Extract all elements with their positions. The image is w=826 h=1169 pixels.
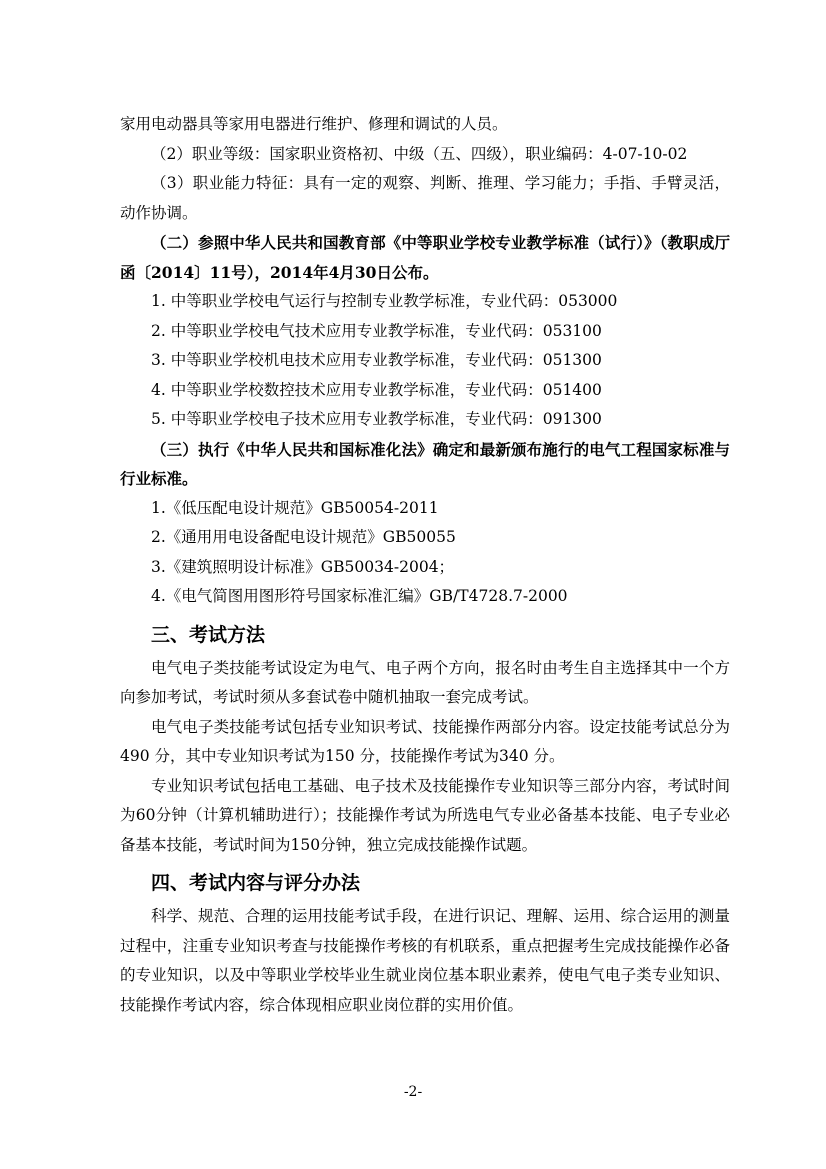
- exam-method-paragraph: 专业知识考试包括电工基础、电子技术及技能操作专业知识等三部分内容，考试时间为60分钟（计算机辅助进行）；技能操作考试为所选电气专业必备基本技能、电子专业必备基本技能，考试时间为150分钟，独立完成技能操作试题。: [120, 776, 730, 854]
- vocational-grade: （2）职业等级：国家职业资格初、中级（五、四级），职业编码：4-07-10-02: [151, 144, 688, 163]
- exam-content-paragraph: 科学、规范、合理的运用技能考试手段，在进行识记、理解、运用、综合运用的测量过程中，注重专业知识考查与技能操作考核的有机联系，重点把握考生完成技能操作必备的专业知识，以及中等职业学校毕业生就业岗位基本职业素养，使电气电子类专业知识、技能操作考试内容，综合体现相应职业岗位群的实用价值。: [120, 907, 730, 1014]
- national-standards-list: [120, 494, 730, 612]
- exam-method-heading: 三、考试方法: [151, 623, 266, 646]
- page-number: -2-: [403, 1084, 423, 1100]
- exam-content-heading: 四、考试内容与评分办法: [151, 872, 361, 894]
- vocational-ability: （3）职业能力特征：具有一定的观察、判断、推理、学习能力；手指、手臂灵活，动作协调。: [120, 174, 730, 222]
- section-heading-3: （三）执行《中华人民共和国标准化法》确定和最新颁布施行的电气工程国家标准与行业标准。: [120, 439, 730, 488]
- list-item: 3.《建筑照明设计标准》GB50034-2004；: [151, 557, 455, 576]
- list-item: 4.《电气简图用图形符号国家标准汇编》GB/T4728.7-2000: [151, 587, 568, 605]
- exam-method-paragraph: 电气电子类技能考试设定为电气、电子两个方向，报名时由考生自主选择其中一个方向参加考试，考试时须从多套试卷中随机抽取一套完成考试。: [120, 658, 730, 706]
- list-item: 1.《低压配电设计规范》GB50054-2011: [151, 498, 439, 517]
- list-item: 3. 中等职业学校机电技术应用专业教学标准，专业代码：051300: [151, 351, 602, 369]
- list-item: 2.《通用用电设备配电设计规范》GB50055: [151, 528, 456, 546]
- continuation-text: 家用电动器具等家用电器进行维护、修理和调试的人员。: [120, 115, 508, 133]
- exam-method-paragraph: 电气电子类技能考试包括专业知识考试、技能操作两部分内容。设定技能考试总分为490 分，其中专业知识考试为150 分，技能操作考试为340 分。: [120, 717, 730, 765]
- list-item: 5. 中等职业学校电子技术应用专业教学标准，专业代码：091300: [151, 410, 602, 428]
- list-item: 2. 中等职业学校电气技术应用专业教学标准，专业代码：053100: [151, 321, 602, 340]
- teaching-standards-list: [120, 287, 730, 435]
- list-item: 4. 中等职业学校数控技术应用专业教学标准，专业代码：051400: [151, 380, 602, 399]
- section-heading-2: （二）参照中华人民共和国教育部《中等职业学校专业教学标准（试行）》（教职成厅函〔2014〕11号），2014年4月30日公布。: [120, 233, 730, 282]
- list-item: 1. 中等职业学校电气运行与控制专业教学标准，专业代码：053000: [151, 292, 618, 310]
- page-content: [120, 110, 730, 1020]
